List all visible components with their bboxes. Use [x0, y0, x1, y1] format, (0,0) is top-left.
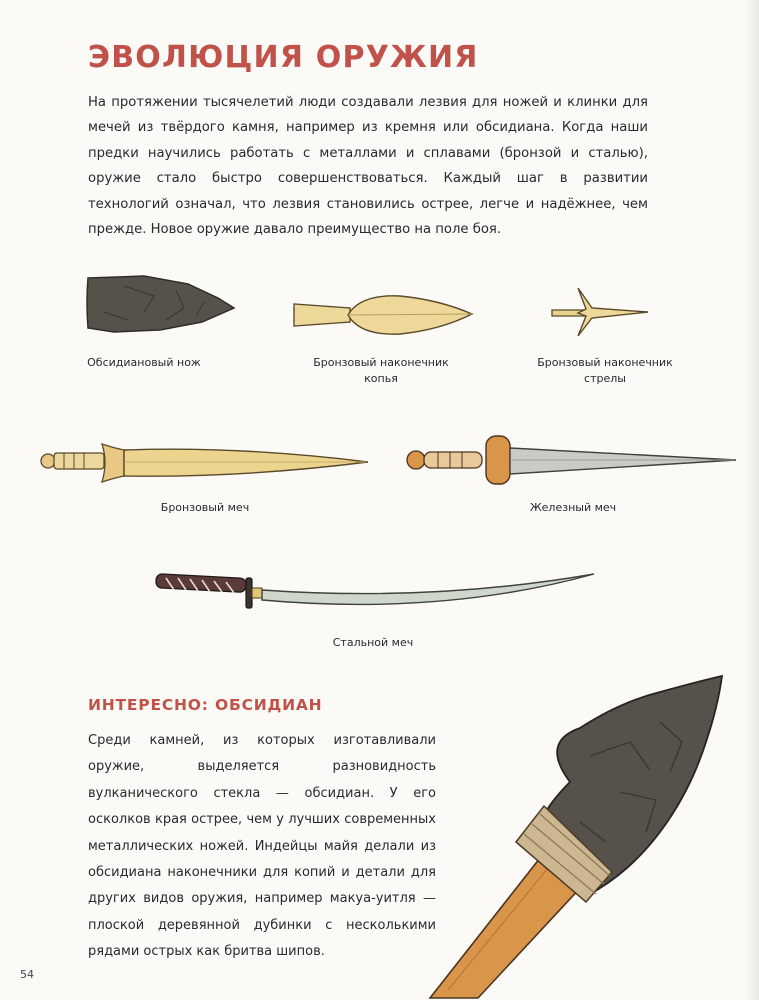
obsidian-knife-illustration	[84, 272, 239, 336]
caption-bronze-sword: Бронзовый меч	[160, 501, 250, 514]
bronze-arrowhead-illustration	[548, 284, 653, 340]
caption-steel-sword: Стальной меч	[332, 636, 414, 649]
fact-box-heading: ИНТЕРЕСНО: ОБСИДИАН	[88, 696, 323, 714]
caption-iron-sword: Железный меч	[529, 501, 617, 514]
intro-paragraph: На протяжении тысячелетий люди создавали лезвия для ножей и клинки для мечей из твёрдого камня, например из кремня или обсидиана. Когда наши предки научились работать с металлами и сплавами (бронзой и сталью), оружие стало быстро совершенствоваться. Каждый шаг в развитии технологий означал, что лезвия становились острее, легче и надёжнее, чем прежде. Новое оружие давало преимущество на поле боя.	[88, 95, 648, 238]
caption-bronze-spearhead: Бронзовый наконечник копья	[313, 356, 449, 385]
steel-sword-illustration	[152, 570, 597, 620]
page-number: 54	[20, 968, 34, 981]
obsidian-spear-illustration	[420, 672, 750, 998]
page-title: ЭВОЛЮЦИЯ ОРУЖИЯ	[88, 40, 479, 75]
bronze-spearhead-illustration	[290, 290, 475, 340]
caption-bronze-arrowhead: Бронзовый наконечник стрелы	[537, 356, 673, 385]
iron-sword-illustration	[404, 432, 739, 488]
fact-box-text: Среди камней, из которых изготавливали оружие, выделяется разновидность вулканического стекла — обсидиан. У его осколков края острее, чем у лучших современных металлических ножей. Индейцы майя делали из обсидиана наконечники для копий и детали для других видов оружия, например макуа-уитля — плоской деревянной дубинки с несколькими рядами острых как бритва шипов.	[88, 733, 436, 960]
bronze-sword-illustration	[40, 440, 370, 488]
caption-obsidian-knife: Обсидиановый нож	[87, 356, 201, 369]
